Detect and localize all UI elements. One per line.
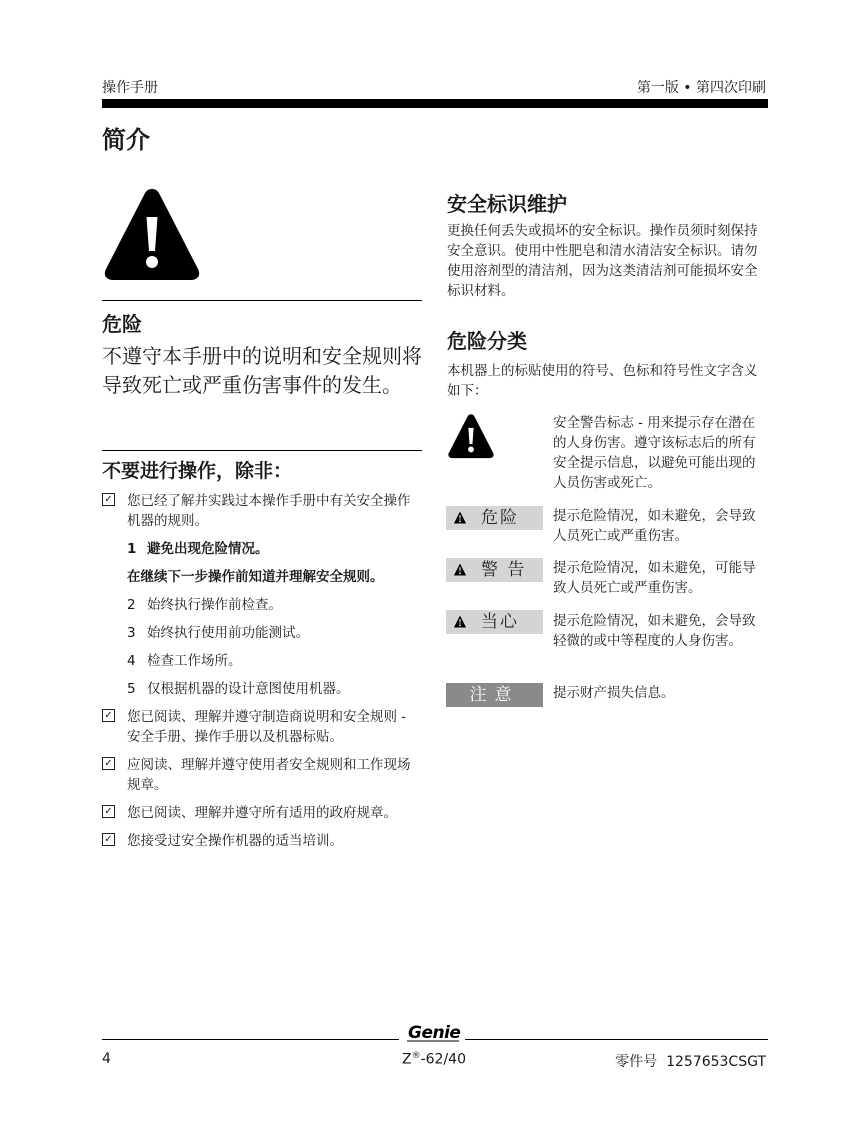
warning-description: 提示危险情况，如未避免，可能导致人员死亡或严重伤害。 xyxy=(553,560,756,596)
page-title: 简介 xyxy=(102,126,150,154)
continue-note: 在继续下一步操作前知道并理解安全规则。 xyxy=(127,569,384,585)
rule-item xyxy=(102,679,422,699)
rule-text: 始终执行操作前检查。 xyxy=(147,597,282,613)
page-number: 4 xyxy=(102,1051,111,1067)
rule-item xyxy=(102,623,422,643)
checkbox-icon: ✓ xyxy=(102,757,115,770)
alert-triangle-icon xyxy=(453,511,467,524)
alert-triangle-icon xyxy=(453,615,467,628)
conditions-heading: 不要进行操作，除非： xyxy=(102,460,293,482)
classification-text: 本机器上的标贴使用的符号、色标和符号性文字含义如下： xyxy=(447,363,758,399)
part-number xyxy=(615,1051,766,1071)
rule-text: 仅根据机器的设计意图使用机器。 xyxy=(147,681,350,697)
checkbox-icon: ✓ xyxy=(102,833,115,846)
rule-item xyxy=(102,595,422,615)
conditions-list xyxy=(102,491,422,859)
header-rule xyxy=(102,99,768,108)
maintenance-text: 更换任何丢失或损坏的安全标识。操作员须时刻保持安全意识。使用中性肥皂和清水清洁安全标识。请勿使用溶剂型的清洁剂，因为这类清洁剂可能损坏安全标识材料。 xyxy=(447,223,758,299)
footer-rule xyxy=(465,1039,768,1040)
checklist-item xyxy=(102,803,422,823)
model-prefix: Z xyxy=(402,1051,412,1068)
checklist-text: 您已经了解并实践过本操作手册中有关安全操作机器的规则。 xyxy=(127,493,411,529)
model-suffix: -62/40 xyxy=(420,1051,466,1068)
checklist-text: 您接受过安全操作机器的适当培训。 xyxy=(127,833,343,849)
checklist-text: 应阅读、理解并遵守使用者安全规则和工作现场规章。 xyxy=(127,757,411,793)
maintenance-heading: 安全标识维护 xyxy=(447,192,567,216)
genie-logo xyxy=(405,1023,461,1043)
rule-text: 避免出现危险情况。 xyxy=(147,541,269,557)
safety-alert-icon xyxy=(447,412,495,460)
rule-item xyxy=(102,651,422,671)
danger-description: 提示危险情况，如未避免，会导致人员死亡或严重伤害。 xyxy=(553,508,756,544)
warning-triangle-icon xyxy=(102,185,202,283)
rule-number: 4 xyxy=(127,653,136,669)
checklist-item xyxy=(102,755,422,795)
danger-heading: 危险 xyxy=(102,312,142,336)
checklist-item xyxy=(102,831,422,851)
rule-text: 始终执行使用前功能测试。 xyxy=(147,625,309,641)
model-registered: ® xyxy=(411,1051,421,1061)
checklist-item xyxy=(102,491,422,531)
rule-item xyxy=(102,539,422,559)
danger-badge-label: 危险 xyxy=(481,508,519,528)
rule-number: 3 xyxy=(127,625,136,641)
model-number xyxy=(402,1051,466,1068)
checkbox-icon: ✓ xyxy=(102,709,115,722)
danger-text: 不遵守本手册中的说明和安全规则将导致死亡或严重伤害事件的发生。 xyxy=(102,344,422,397)
rule-number: 1 xyxy=(127,541,137,557)
genie-logo-text: Genie xyxy=(408,1023,461,1043)
part-label: 零件号 xyxy=(615,1054,658,1070)
rule-text: 检查工作场所。 xyxy=(147,653,242,669)
checklist-text: 您已阅读、理解并遵守制造商说明和安全规则 - 安全手册、操作手册以及机器标贴。 xyxy=(127,709,406,745)
rule-number: 5 xyxy=(127,681,136,697)
footer-rule xyxy=(102,1039,399,1040)
caution-badge-label: 当心 xyxy=(481,612,519,632)
alert-description: 安全警告标志 - 用来提示存在潜在的人身伤害。遵守该标志后的所有安全提示信息，以避免可能出现的人员伤害或死亡。 xyxy=(553,415,756,491)
header-manual-title: 操作手册 xyxy=(102,80,158,96)
checklist-item xyxy=(102,707,422,747)
danger-badge xyxy=(446,506,543,530)
classification-heading: 危险分类 xyxy=(447,329,527,353)
alert-triangle-icon xyxy=(453,563,467,576)
notice-badge xyxy=(446,683,543,707)
notice-description: 提示财产损失信息。 xyxy=(553,685,675,701)
header-edition: 第一版 • 第四次印刷 xyxy=(636,80,766,96)
caution-badge xyxy=(446,610,543,634)
checkbox-icon: ✓ xyxy=(102,493,115,506)
divider xyxy=(102,300,422,301)
part-number-value: 1257653CSGT xyxy=(666,1054,766,1070)
caution-description: 提示危险情况，如未避免，会导致轻微的或中等程度的人身伤害。 xyxy=(553,613,756,649)
checkbox-icon: ✓ xyxy=(102,805,115,818)
warning-badge-label: 警 告 xyxy=(481,560,527,580)
checklist-text: 您已阅读、理解并遵守所有适用的政府规章。 xyxy=(127,805,397,821)
warning-badge xyxy=(446,558,543,582)
divider xyxy=(102,450,422,451)
rule-number: 2 xyxy=(127,597,136,613)
notice-badge-label: 注意 xyxy=(469,685,520,705)
